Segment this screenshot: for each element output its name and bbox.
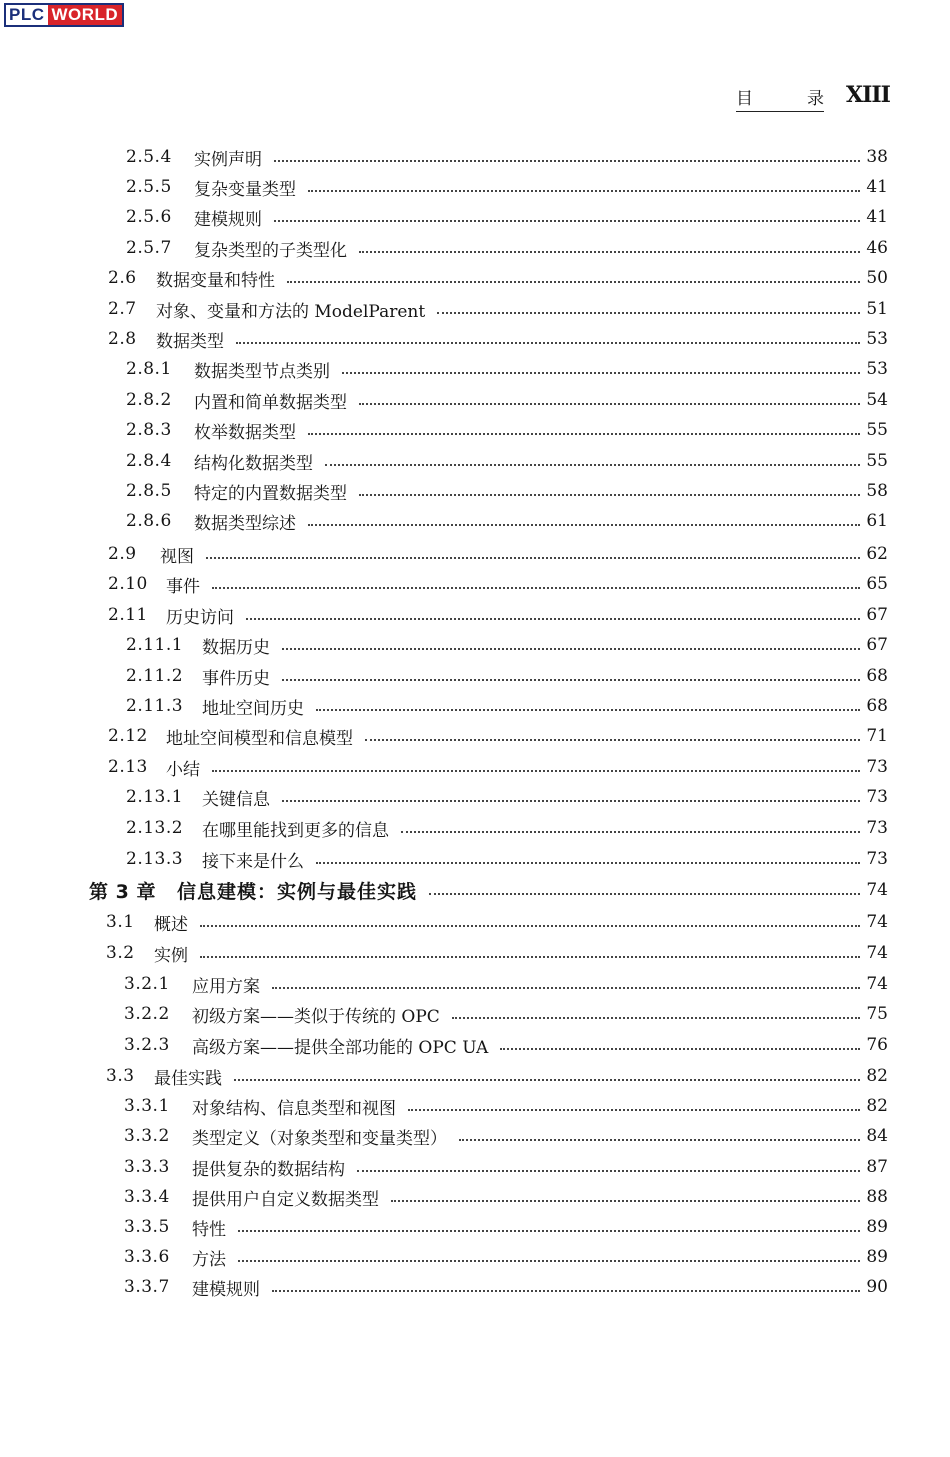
toc-entry-title: 方法 (192, 1249, 226, 1270)
toc-entry (126, 783, 888, 811)
toc-entry-page: 53 (866, 329, 888, 349)
toc-entry-title: 小结 (166, 759, 200, 780)
toc-entry-number: 2.10 (108, 574, 148, 594)
toc-leader-dots (342, 372, 860, 374)
toc-entry-title: 复杂类型的子类型化 (194, 240, 347, 261)
toc-leader-dots (429, 893, 860, 895)
toc-leader-dots (272, 1290, 860, 1292)
toc-entry (126, 631, 888, 659)
toc-entry (126, 814, 888, 842)
plcworld-logo (4, 3, 124, 27)
toc-entry (126, 447, 888, 475)
toc-entry-title: 特定的内置数据类型 (194, 483, 347, 504)
toc-entry (124, 1092, 888, 1120)
toc-entry-number: 2.8.1 (126, 359, 172, 379)
logo-text-world: WORLD (48, 5, 123, 25)
toc-leader-dots (282, 648, 860, 650)
toc-entry-number: 2.13.1 (126, 787, 184, 807)
toc-entry-number: 2.12 (108, 726, 148, 746)
toc-entry-title: 事件 (166, 576, 200, 597)
toc-entry-number: 3.3.5 (124, 1217, 170, 1237)
toc-leader-dots (234, 1079, 860, 1081)
toc-leader-dots (206, 557, 860, 559)
toc-entry-title: 应用方案 (192, 976, 260, 997)
toc-entry (108, 601, 888, 629)
toc-leader-dots (236, 342, 860, 344)
toc-entry (126, 143, 888, 171)
toc-entry-title: 枚举数据类型 (194, 422, 296, 443)
toc-entry (108, 570, 888, 598)
toc-entry-number: 第 3 章 (89, 880, 156, 903)
toc-leader-dots (238, 1230, 860, 1232)
toc-entry-title: 数据变量和特性 (156, 270, 275, 291)
toc-entry (124, 1122, 888, 1150)
header-page-number: XIII (846, 82, 890, 108)
toc-entry-page: 65 (866, 574, 888, 594)
toc-entry-number: 2.8.4 (126, 451, 172, 471)
toc-entry-page: 50 (866, 268, 888, 288)
toc-leader-dots (308, 524, 860, 526)
toc-entry (126, 234, 888, 262)
toc-leader-dots (408, 1109, 860, 1111)
toc-entry-number: 2.8.3 (126, 420, 172, 440)
toc-entry-page: 55 (866, 420, 888, 440)
toc-entry-number: 3.3.4 (124, 1187, 170, 1207)
toc-entry-page: 38 (866, 147, 888, 167)
toc-entry-title: 接下来是什么 (202, 851, 304, 872)
toc-leader-dots (272, 987, 860, 989)
toc-entry-page: 82 (866, 1096, 888, 1116)
toc-entry-number: 2.13 (108, 757, 148, 777)
toc-entry-title: 视图 (160, 546, 194, 567)
toc-entry-title: 提供用户自定义数据类型 (192, 1189, 379, 1210)
toc-entry-title: 复杂变量类型 (194, 179, 296, 200)
toc-entry-number: 2.6 (108, 268, 137, 288)
toc-leader-dots (282, 800, 860, 802)
toc-entry-page: 54 (866, 390, 888, 410)
toc-entry-page: 67 (866, 605, 888, 625)
toc-entry-page: 82 (866, 1066, 888, 1086)
toc-entry (124, 1213, 888, 1241)
toc-leader-dots (459, 1139, 860, 1141)
toc-leader-dots (212, 770, 860, 772)
toc-leader-dots (365, 739, 860, 741)
toc-entry-page: 87 (866, 1157, 888, 1177)
toc-leader-dots (359, 494, 860, 496)
toc-entry-page: 75 (866, 1004, 888, 1024)
toc-entry-number: 2.9 (108, 544, 137, 564)
toc-entry-title: 建模规则 (192, 1279, 260, 1300)
running-header (736, 82, 890, 114)
toc-entry-title: 在哪里能找到更多的信息 (202, 820, 389, 841)
toc-entry-title: 地址空间模型和信息模型 (166, 728, 353, 749)
toc-leader-dots (359, 403, 860, 405)
toc-entry-page: 58 (866, 481, 888, 501)
toc-entry (126, 507, 888, 535)
toc-entry (106, 908, 888, 936)
toc-entry-number: 3.3.1 (124, 1096, 170, 1116)
toc-entry (126, 692, 888, 720)
toc-entry-page: 73 (866, 787, 888, 807)
toc-leader-dots (437, 312, 860, 314)
toc-entry-number: 3.3.6 (124, 1247, 170, 1267)
toc-entry (108, 325, 888, 353)
toc-entry-title: 历史访问 (166, 607, 234, 628)
toc-entry-page: 68 (866, 696, 888, 716)
toc-entry-title: 类型定义（对象类型和变量类型） (192, 1128, 447, 1149)
toc-entry (126, 845, 888, 873)
toc-entry-number: 2.8.6 (126, 511, 172, 531)
toc-entry-number: 3.3.7 (124, 1277, 170, 1297)
toc-entry-title: 提供复杂的数据结构 (192, 1159, 345, 1180)
toc-entry (126, 416, 888, 444)
toc-entry-title: 事件历史 (202, 668, 270, 689)
toc-entry-page: 73 (866, 849, 888, 869)
header-char-1: 目 (736, 89, 753, 109)
toc-leader-dots (274, 160, 860, 162)
toc-entry (126, 386, 888, 414)
toc-entry (106, 1062, 888, 1090)
toc-leader-dots (500, 1048, 860, 1050)
toc-entry-page: 55 (866, 451, 888, 471)
toc-entry-number: 3.2 (106, 943, 135, 963)
toc-leader-dots (308, 190, 860, 192)
toc-entry-number: 2.13.3 (126, 849, 184, 869)
toc-entry-title: 初级方案——类似于传统的 OPC (192, 1006, 440, 1027)
toc-entry-title: 概述 (154, 914, 188, 935)
toc-leader-dots (357, 1170, 860, 1172)
toc-entry (126, 662, 888, 690)
toc-leader-dots (212, 587, 860, 589)
toc-entry (124, 1031, 888, 1059)
toc-entry (108, 753, 888, 781)
toc-leader-dots (359, 251, 860, 253)
toc-entry-title: 数据历史 (202, 637, 270, 658)
toc-leader-dots (316, 862, 860, 864)
toc-leader-dots (452, 1017, 861, 1019)
toc-entry-title: 信息建模：实例与最佳实践 (177, 880, 418, 903)
toc-leader-dots (282, 679, 860, 681)
toc-entry-number: 2.5.5 (126, 177, 172, 197)
toc-leader-dots (200, 956, 860, 958)
toc-leader-dots (316, 709, 860, 711)
toc-leader-dots (200, 925, 860, 927)
toc-entry-page: 71 (866, 726, 888, 746)
toc-entry (108, 295, 888, 323)
toc-entry-number: 2.5.7 (126, 238, 172, 258)
header-char-2: 录 (807, 89, 824, 109)
toc-entry-title: 高级方案——提供全部功能的 OPC UA (192, 1037, 489, 1058)
toc-entry-number: 2.8.2 (126, 390, 172, 410)
toc-leader-dots (246, 618, 860, 620)
toc-entry-number: 2.8.5 (126, 481, 172, 501)
toc-entry-title: 对象、变量和方法的 ModelParent (156, 301, 426, 322)
toc-entry-page: 89 (866, 1247, 888, 1267)
toc-entry (124, 970, 888, 998)
toc-entry (108, 722, 888, 750)
toc-entry-number: 3.2.1 (124, 974, 170, 994)
toc-entry-page: 76 (866, 1035, 888, 1055)
logo-text-plc: PLC (6, 5, 48, 25)
toc-entry-title: 地址空间历史 (202, 698, 304, 719)
toc-entry-page: 41 (866, 177, 888, 197)
toc-entry-number: 2.8 (108, 329, 137, 349)
toc-entry (126, 173, 888, 201)
toc-entry-title: 数据类型 (156, 331, 224, 352)
toc-entry-page: 84 (866, 1126, 888, 1146)
toc-entry-page: 46 (866, 238, 888, 258)
toc-entry-page: 61 (866, 511, 888, 531)
header-title (736, 84, 824, 112)
toc-entry-number: 2.13.2 (126, 818, 184, 838)
toc-entry-number: 2.7 (108, 299, 137, 319)
toc-entry-page: 53 (866, 359, 888, 379)
toc-entry-page: 74 (866, 943, 888, 963)
toc-entry-page: 73 (866, 818, 888, 838)
toc-entry (126, 477, 888, 505)
toc-entry-number: 3.2.3 (124, 1035, 170, 1055)
toc-entry (106, 939, 888, 967)
toc-entry-number: 2.11.3 (126, 696, 184, 716)
toc-entry-number: 3.2.2 (124, 1004, 170, 1024)
toc-entry-title: 数据类型综述 (194, 513, 296, 534)
toc-entry-title: 数据类型节点类别 (194, 361, 330, 382)
toc-entry (108, 264, 888, 292)
toc-entry (124, 1243, 888, 1271)
toc-entry (124, 1273, 888, 1301)
toc-entry-title: 关键信息 (202, 789, 270, 810)
toc-entry (124, 1000, 888, 1028)
toc-entry-title: 实例声明 (194, 149, 262, 170)
toc-leader-dots (401, 831, 860, 833)
toc-leader-dots (325, 464, 860, 466)
toc-leader-dots (238, 1260, 860, 1262)
toc-entry-page: 67 (866, 635, 888, 655)
toc-entry-page: 62 (866, 544, 888, 564)
toc-entry-number: 2.11.2 (126, 666, 184, 686)
toc-entry-title: 内置和简单数据类型 (194, 392, 347, 413)
toc-entry-title: 建模规则 (194, 209, 262, 230)
toc-entry-number: 2.5.4 (126, 147, 172, 167)
toc-entry-number: 2.11.1 (126, 635, 184, 655)
toc-entry-page: 51 (866, 299, 888, 319)
toc-entry-number: 3.3.2 (124, 1126, 170, 1146)
toc-entry-title: 结构化数据类型 (194, 453, 313, 474)
toc-entry-number: 2.11 (108, 605, 148, 625)
toc-entry (126, 203, 888, 231)
toc-entry-page: 74 (866, 974, 888, 994)
toc-entry-page: 41 (866, 207, 888, 227)
toc-entry (89, 876, 888, 904)
toc-entry-number: 3.3 (106, 1066, 135, 1086)
toc-entry-page: 88 (866, 1187, 888, 1207)
toc-leader-dots (391, 1200, 860, 1202)
toc-entry-page: 90 (866, 1277, 888, 1297)
toc-entry-title: 特性 (192, 1219, 226, 1240)
toc-entry-page: 74 (866, 880, 888, 900)
toc-entry-page: 89 (866, 1217, 888, 1237)
toc-entry-title: 最佳实践 (154, 1068, 222, 1089)
toc-entry (126, 355, 888, 383)
toc-entry-page: 74 (866, 912, 888, 932)
toc-leader-dots (274, 220, 860, 222)
toc-leader-dots (308, 433, 860, 435)
toc-entry-page: 73 (866, 757, 888, 777)
toc-entry-title: 对象结构、信息类型和视图 (192, 1098, 396, 1119)
toc-entry (108, 540, 888, 568)
toc-entry-number: 3.1 (106, 912, 135, 932)
toc-entry-title: 实例 (154, 945, 188, 966)
toc-entry (124, 1183, 888, 1211)
toc-entry-page: 68 (866, 666, 888, 686)
toc-entry-number: 3.3.3 (124, 1157, 170, 1177)
toc-entry (124, 1153, 888, 1181)
toc-leader-dots (287, 281, 860, 283)
toc-entry-number: 2.5.6 (126, 207, 172, 227)
